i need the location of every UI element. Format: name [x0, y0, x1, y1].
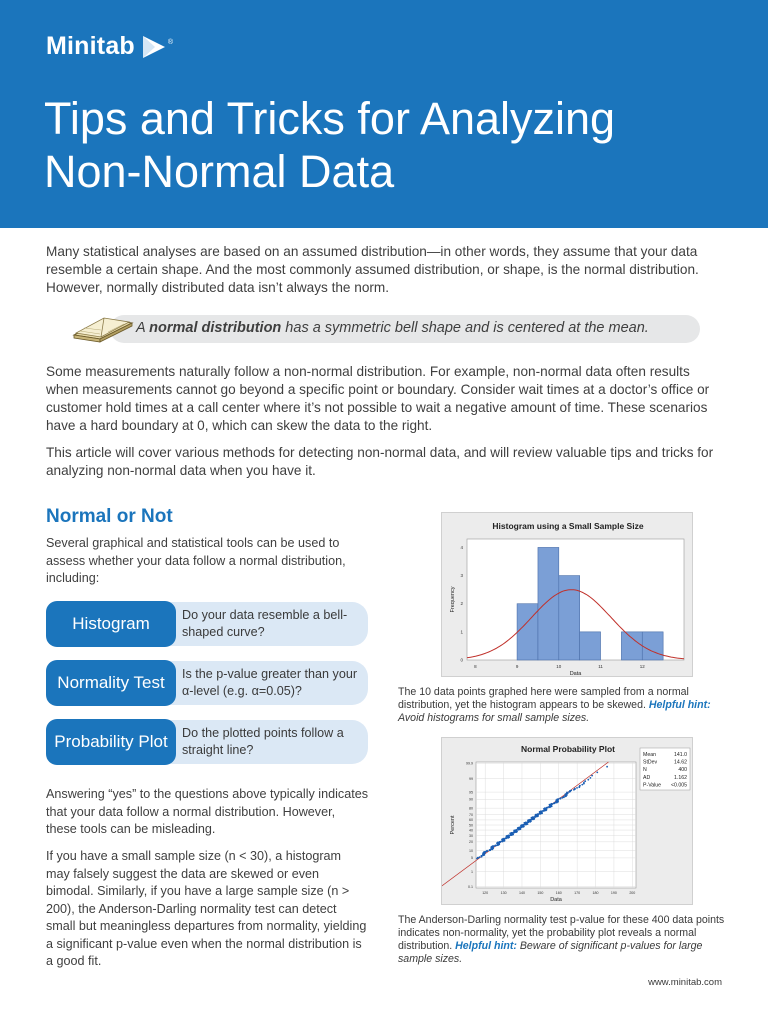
y-tick-label: 70	[469, 812, 473, 817]
data-point	[502, 838, 504, 840]
article-overview-paragraph: This article will cover various methods for detecting non-normal data, and will review valuable tips and tricks for analyzing non-normal data when you have it.	[46, 445, 714, 478]
y-tick-label: 3	[460, 573, 463, 579]
helpful-hint-text: Avoid histograms for small sample sizes.	[398, 712, 590, 724]
data-point	[497, 842, 499, 844]
stat-value: <0.005	[670, 782, 687, 789]
data-point	[481, 855, 483, 857]
x-tick-label: 200	[629, 891, 636, 895]
data-point	[583, 782, 585, 784]
callout-prefix: A	[136, 320, 150, 336]
data-point	[590, 777, 592, 779]
probability-plot-caption	[398, 914, 728, 966]
data-point	[529, 819, 531, 821]
stat-value: 1.162	[674, 774, 687, 781]
data-point	[537, 813, 539, 815]
x-axis-label: Data	[550, 897, 562, 903]
data-point	[559, 797, 561, 799]
x-tick-label: 120	[482, 891, 489, 895]
tool-label: Histogram	[46, 601, 176, 647]
data-point	[483, 851, 485, 853]
y-tick-label: 4	[460, 544, 463, 550]
title-line-2: Non-Normal Data	[44, 146, 395, 198]
data-point	[532, 816, 534, 818]
data-point	[581, 784, 583, 786]
y-tick-label: 0	[460, 657, 463, 663]
histogram-figure	[441, 512, 693, 677]
definition-callout	[70, 313, 702, 345]
stat-label: Mean	[643, 752, 656, 758]
data-point	[596, 772, 598, 774]
y-tick-label: 50	[469, 823, 473, 828]
answering-yes-paragraph: Answering “yes” to the questions above typically indicates that your data follow a normal distribution. However, these tools can be misleading.	[46, 787, 369, 836]
histogram-caption	[398, 686, 728, 725]
data-point	[511, 832, 513, 834]
x-tick-label: 140	[518, 891, 525, 895]
stat-label: P-Value	[643, 782, 662, 789]
tool-label: Normality Test	[46, 660, 176, 706]
data-point	[579, 785, 581, 787]
y-tick-label: 2	[460, 601, 463, 607]
helpful-hint-label: Helpful hint:	[648, 699, 711, 711]
chart-title: Histogram using a Small Sample Size	[492, 521, 644, 531]
data-point	[566, 792, 568, 794]
histogram-bar	[580, 632, 601, 660]
tool-question: Is the p-value greater than your α-level (e.g. α=0.05)?	[146, 661, 368, 705]
data-point	[493, 845, 495, 847]
y-tick-label: 99	[469, 776, 473, 781]
footer-url-link[interactable]: www.minitab.com	[648, 977, 722, 988]
non-normal-paragraph: Some measurements naturally follow a non-normal distribution. For example, non-normal data often results when measurements cannot go beyond a specific point or boundary. Consider wait times at a doctor’s office or customer hold times at a call center where it’s not possible to wait a negative amount of time. These scenarios have a hard boundary at 0, which can skew the data to the right.	[46, 364, 710, 433]
x-tick-label: 8	[474, 664, 477, 669]
y-tick-label: 80	[469, 806, 473, 811]
x-tick-label: 11	[598, 664, 603, 669]
data-point	[486, 850, 488, 852]
header-banner	[0, 0, 768, 228]
y-tick-label: 10	[469, 848, 473, 853]
x-tick-label: 130	[500, 891, 507, 895]
minitab-logo[interactable]	[46, 32, 173, 61]
x-tick-label: 160	[555, 891, 562, 895]
data-point	[576, 787, 578, 789]
x-tick-label: 170	[574, 891, 581, 895]
probability-plot-chart	[442, 738, 694, 906]
histogram-bar	[538, 547, 559, 660]
data-point	[558, 798, 560, 800]
data-point	[479, 856, 481, 858]
tool-question: Do your data resemble a bell-shaped curve?	[146, 602, 368, 646]
data-point	[551, 803, 553, 805]
section-heading: Normal or Not	[46, 506, 173, 527]
probability-plot-figure	[441, 737, 693, 905]
data-point	[516, 829, 518, 831]
tool-row-probability-plot	[46, 719, 368, 765]
x-tick-label: 9	[515, 664, 519, 669]
data-point	[606, 766, 608, 768]
callout-suffix: has a symmetric bell shape and is centered at the mean.	[281, 320, 649, 336]
tool-label: Probability Plot	[46, 719, 176, 765]
y-tick-label: 90	[469, 797, 473, 802]
y-tick-label: 20	[469, 840, 473, 845]
y-tick-label: 1	[460, 629, 463, 635]
tool-question: Do the plotted points follow a straight line?	[146, 720, 368, 764]
histogram-bar	[559, 576, 580, 660]
y-tick-label: 1	[471, 869, 473, 874]
stat-label: StDev	[643, 759, 658, 766]
histogram-chart	[442, 513, 694, 678]
helpful-hint-text: Beware of significant p-values for large sample sizes.	[398, 940, 703, 965]
caption-text: The 10 data points graphed here were sampled from a normal distribution, yet the histogram appears to be skewed.	[398, 686, 689, 711]
page-title	[44, 92, 744, 198]
stat-value: 141.0	[674, 752, 687, 758]
stat-label: N	[643, 767, 647, 774]
tool-row-histogram	[46, 601, 368, 647]
y-tick-label: 0.1	[468, 884, 473, 889]
histogram-bar	[621, 632, 642, 660]
stat-label: AD	[643, 774, 651, 781]
data-point	[587, 779, 589, 781]
x-tick-label: 190	[610, 891, 617, 895]
tools-intro-paragraph: Several graphical and statistical tools can be used to assess whether your data follow a normal distribution, including:	[46, 536, 346, 585]
minitab-chevron-icon	[141, 34, 167, 60]
x-tick-label: 150	[537, 891, 544, 895]
data-point	[591, 775, 593, 777]
open-book-icon	[70, 313, 136, 345]
intro-paragraph: Many statistical analyses are based on an assumed distribution—in other words, they assume that your data resemble a certain shape. And the most commonly assumed distribution, or shape, is the normal distribution. However, normally distributed data isn’t always the norm.	[46, 244, 699, 295]
data-point	[574, 788, 576, 790]
tool-row-normality-test	[46, 660, 368, 706]
brand-name: Minitab	[46, 32, 135, 60]
stat-value: 400	[678, 767, 687, 774]
callout-text	[136, 320, 649, 336]
y-tick-label: 30	[469, 833, 473, 838]
data-point	[570, 790, 572, 792]
y-tick-label: 99.9	[466, 761, 473, 766]
histogram-bar	[642, 632, 663, 660]
x-tick-label: 10	[556, 664, 562, 669]
x-tick-label: 180	[592, 891, 599, 895]
callout-bold-term: normal distribution	[149, 320, 282, 336]
helpful-hint-label: Helpful hint:	[455, 940, 517, 952]
x-tick-label: 12	[639, 664, 645, 669]
sample-size-paragraph: If you have a small sample size (n < 30), a histogram may falsely suggest the data are skewed or even bimodal. Similarly, if you have a large sample size (n > 200), the Anderson-Darling normality test can detect small but meaningless departures from normality, yielding a significant p-value even when the normal distribution is a good fit.	[46, 849, 367, 968]
y-axis-label: Percent	[450, 815, 456, 835]
x-axis-label: Data	[569, 671, 582, 677]
data-point	[525, 822, 527, 824]
title-line-1: Tips and Tricks for Analyzing	[44, 93, 616, 144]
y-axis-label: Frequency	[450, 586, 456, 613]
y-tick-label: 60	[469, 818, 473, 823]
data-point	[495, 845, 497, 847]
registered-mark: ®	[167, 39, 174, 46]
stat-value: 14.62	[674, 759, 687, 766]
y-tick-label: 5	[471, 856, 473, 861]
y-tick-label: 40	[469, 828, 473, 833]
data-point	[477, 857, 479, 859]
data-point	[584, 780, 586, 782]
chart-title: Normal Probability Plot	[521, 744, 615, 754]
data-point	[508, 835, 510, 837]
y-tick-label: 95	[469, 790, 473, 795]
data-point	[544, 807, 546, 809]
caption-text: The Anderson-Darling normality test p-value for these 400 data points indicates non-normality, yet the probability plot reveals a normal distribution.	[398, 914, 725, 952]
histogram-bar	[517, 604, 538, 660]
